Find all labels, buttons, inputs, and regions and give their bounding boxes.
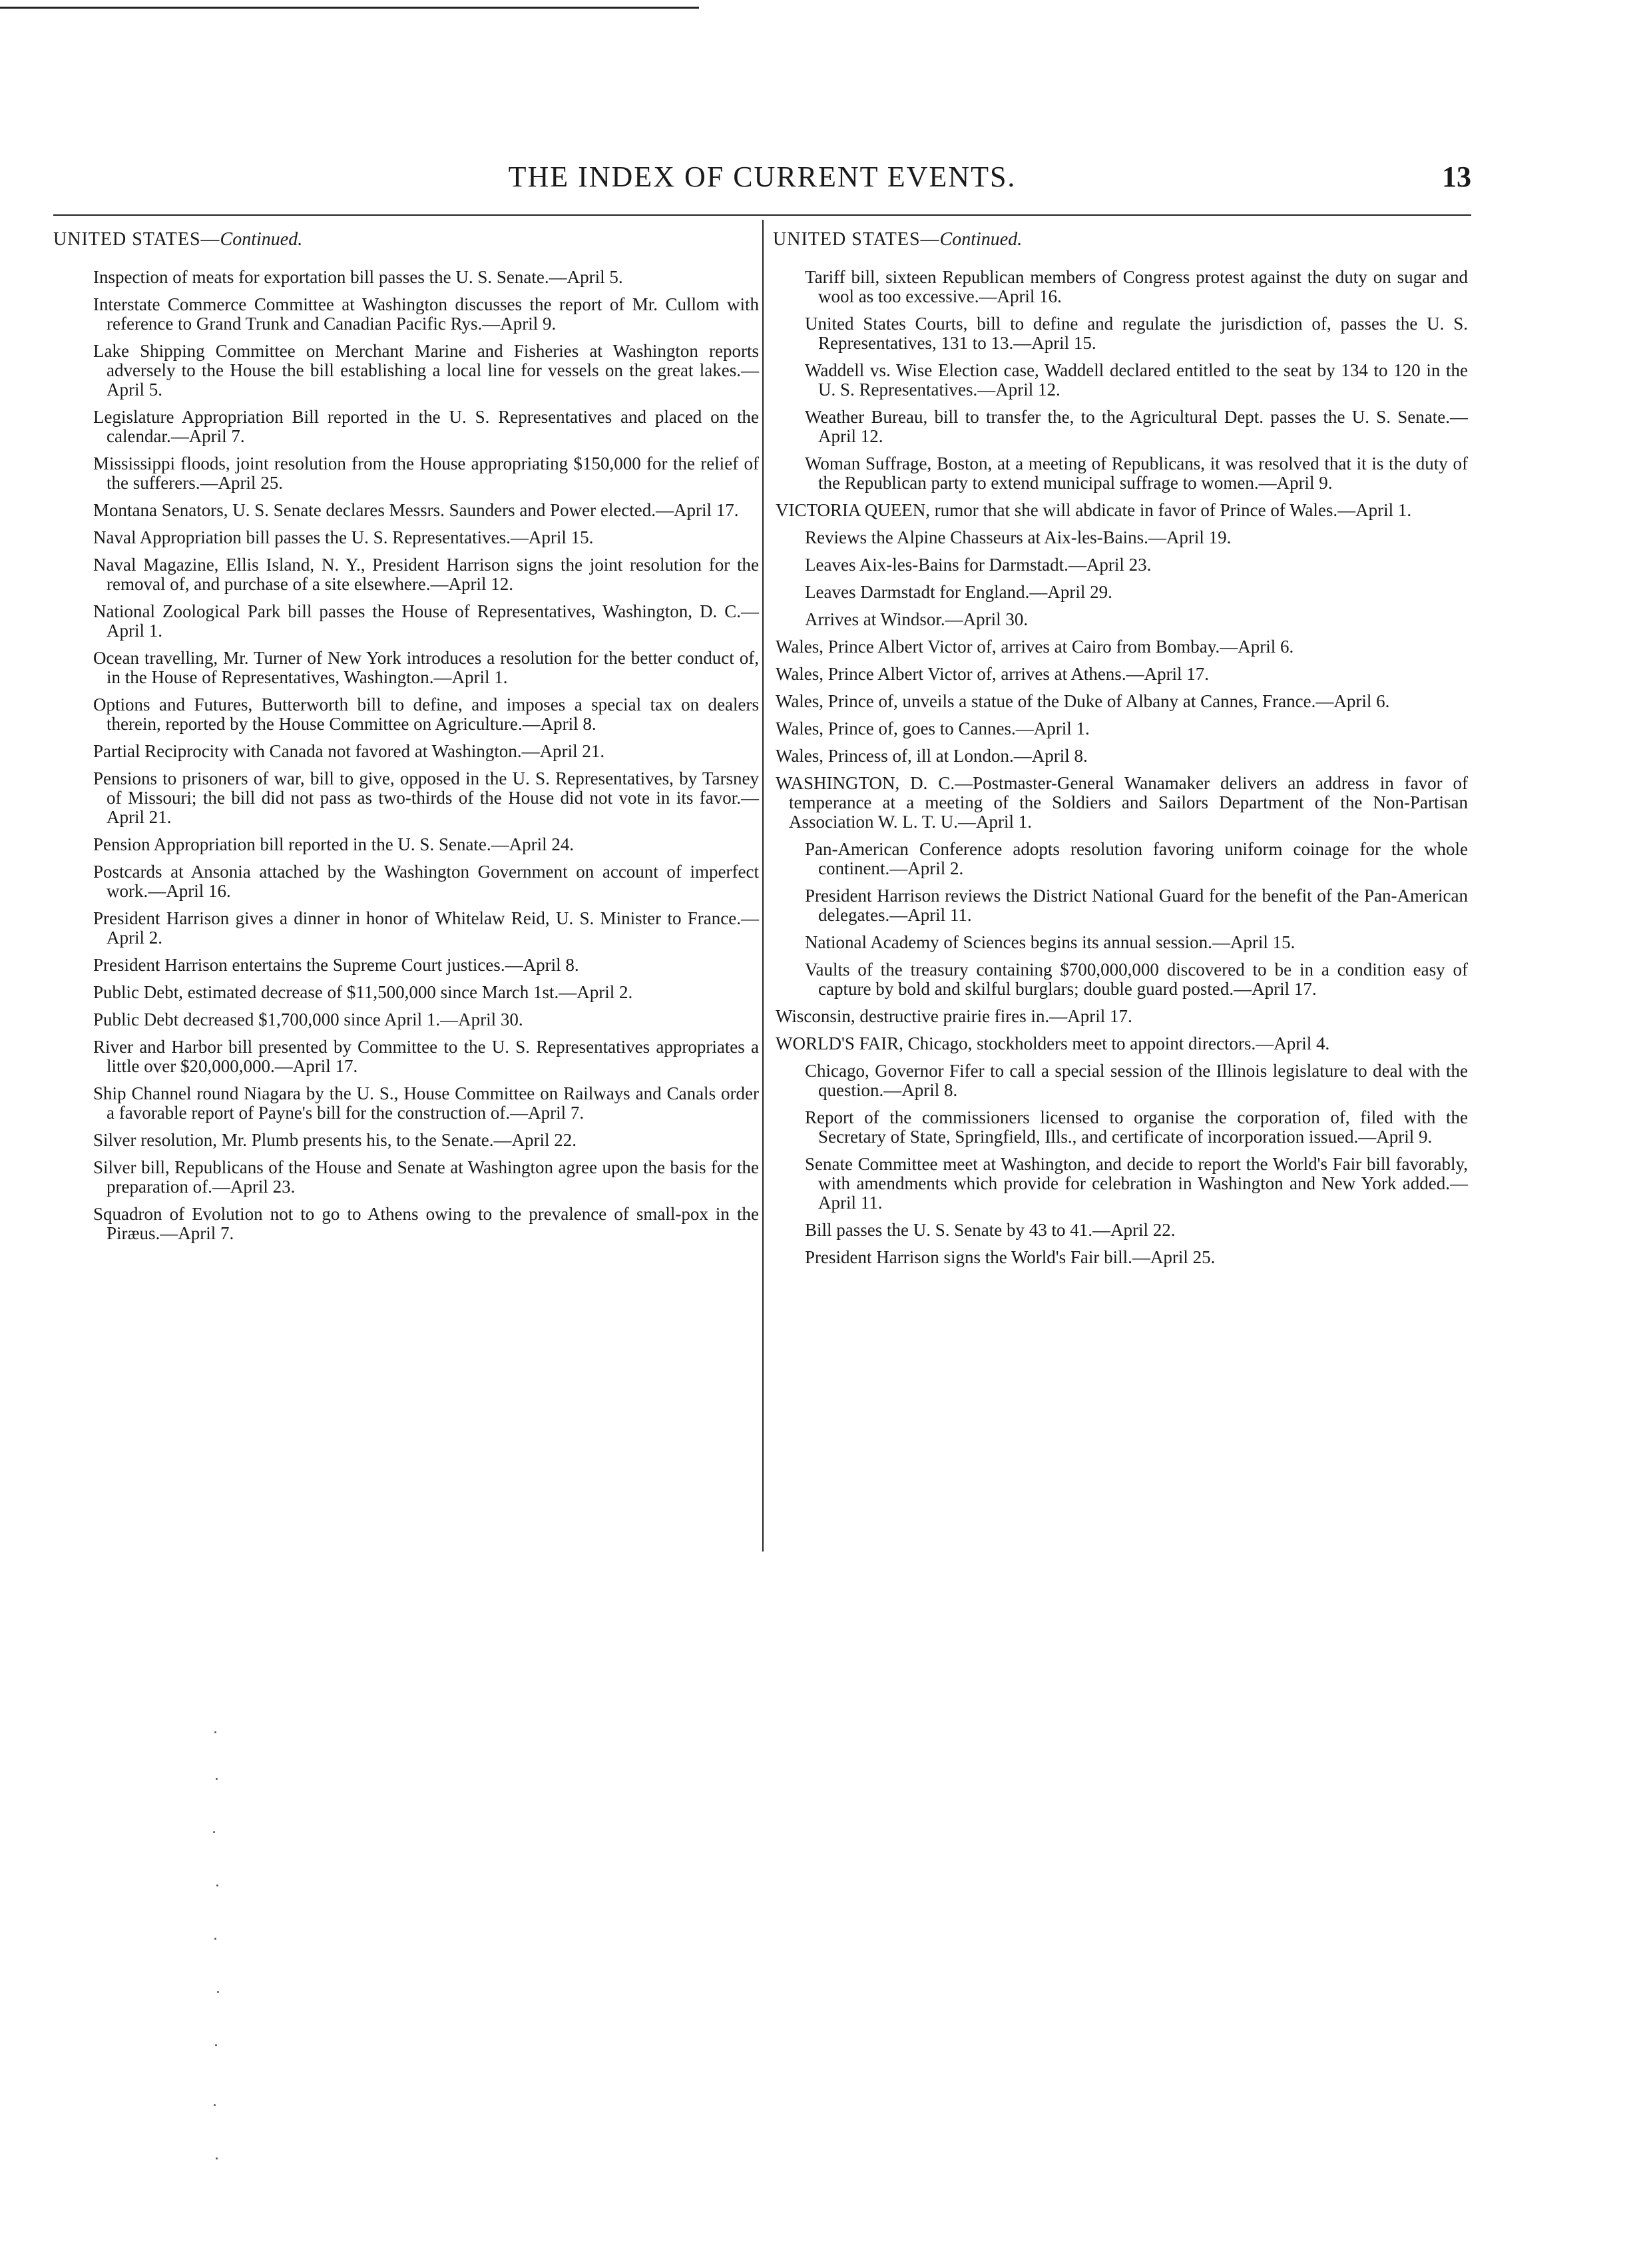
index-subentry: Leaves Aix-les-Bains for Darmstadt.—April 23. (805, 555, 1152, 575)
index-subentry: President Harrison signs the World's Fair bill.—April 25. (805, 1247, 1216, 1267)
right-column (762, 230, 1468, 1275)
speck (216, 1778, 218, 1780)
speck (214, 2104, 216, 2106)
speck (214, 1731, 216, 1733)
index-entry: Silver resolution, Mr. Plumb presents his, to the Senate.—April 22. (93, 1130, 577, 1150)
speck (216, 2157, 218, 2159)
index-entry: Lake Shipping Committee on Merchant Marine and Fisheries at Washington reports adversely to the House the bill establishing a local line for vessels on the great lakes.—April 5. (93, 341, 759, 400)
index-entry: Partial Reciprocity with Canada not favored at Washington.—April 21. (93, 741, 605, 761)
index-entry: Mississippi floods, joint resolution from the House appropriating $150,000 for the relief of the sufferers.—April 25. (93, 453, 759, 493)
speck (214, 1938, 216, 1940)
index-subentry: Arrives at Windsor.—April 30. (805, 609, 1029, 629)
index-subentry: Report of the commissioners licensed to organise the corporation of, filed with the Secretary of State, Springfield, Ills., and certificate of incorporation issued.—April 9. (805, 1107, 1468, 1147)
header-rule (53, 214, 1471, 216)
index-entry-heading: WORLD'S FAIR, Chicago, stockholders meet to appoint directors.—April 4. (776, 1033, 1330, 1053)
index-entry: Naval Appropriation bill passes the U. S. Representatives.—April 15. (93, 527, 594, 547)
index-entry: Silver bill, Republicans of the House and Senate at Washington agree upon the basis for the preparation of.—April 23. (93, 1157, 759, 1197)
right-entries-list (762, 268, 1468, 1267)
index-entry: Pensions to prisoners of war, bill to give, opposed in the U. S. Representatives, by Tarsney of Missouri; the bill did not pass as two-thirds of the House did not vote in its favor.—April 21. (93, 768, 759, 827)
index-subentry: United States Courts, bill to define and regulate the jurisdiction of, passes the U. S. Representatives, 131 to 13.—April 15. (805, 314, 1468, 353)
running-title: THE INDEX OF CURRENT EVENTS. (508, 160, 1017, 193)
index-entry-heading: Wales, Prince Albert Victor of, arrives at Cairo from Bombay.—April 6. (776, 637, 1294, 657)
index-entry-heading: Wales, Prince Albert Victor of, arrives at Athens.—April 17. (776, 664, 1210, 684)
index-subentry: Chicago, Governor Fifer to call a special session of the Illinois legislature to deal with the question.—April 8. (805, 1061, 1468, 1100)
index-subentry: Tariff bill, sixteen Republican members of Congress protest against the duty on sugar and wool as too excessive.—April 16. (805, 267, 1468, 306)
index-subentry: Pan-American Conference adopts resolution favoring uniform coinage for the whole continent.—April 2. (805, 839, 1468, 878)
index-entry-heading: Wales, Prince of, goes to Cannes.—April 1. (776, 718, 1090, 738)
index-entry-heading: Wales, Prince of, unveils a statue of the Duke of Albany at Cannes, France.—April 6. (776, 691, 1390, 711)
index-entry-heading: VICTORIA QUEEN, rumor that she will abdicate in favor of Prince of Wales.—April 1. (776, 500, 1412, 520)
index-subentry: National Academy of Sciences begins its annual session.—April 15. (805, 932, 1295, 952)
index-subentry: Bill passes the U. S. Senate by 43 to 41.—April 22. (805, 1220, 1176, 1240)
speck (217, 1991, 219, 1993)
index-entry: Ship Channel round Niagara by the U. S., House Committee on Railways and Canals order a favorable report of Payne's bill for the construction of.—April 7. (93, 1083, 759, 1123)
speck (216, 1884, 218, 1886)
index-entry: President Harrison entertains the Supreme Court justices.—April 8. (93, 955, 579, 975)
left-entries-list (53, 268, 759, 1243)
index-entry-heading: WASHINGTON, D. C.—Postmaster-General Wanamaker delivers an address in favor of temperance at a meeting of the Soldiers and Sailors Department of the Non-Partisan Association W. L. T. U.—April 1. (776, 773, 1468, 832)
speck (215, 2044, 217, 2046)
speck (213, 1831, 215, 1833)
index-subentry: Woman Suffrage, Boston, at a meeting of Republicans, it was resolved that it is the duty of the Republican party to extend municipal suffrage to women.—April 9. (805, 453, 1468, 493)
index-entry: National Zoological Park bill passes the House of Representatives, Washington, D. C.—April 1. (93, 601, 759, 641)
index-subentry: President Harrison reviews the District National Guard for the benefit of the Pan-American delegates.—April 11. (805, 886, 1468, 925)
section-heading-continued: Continued. (220, 229, 303, 250)
index-entry: Inspection of meats for exportation bill passes the U. S. Senate.—April 5. (93, 267, 623, 287)
section-heading (773, 230, 1468, 249)
index-entry: Public Debt, estimated decrease of $11,500,000 since March 1st.—April 2. (93, 982, 633, 1002)
page-header (53, 160, 1471, 200)
index-entry: Naval Magazine, Ellis Island, N. Y., President Harrison signs the joint resolution for the removal of, and purchase of a site elsewhere.—April 12. (93, 555, 759, 594)
index-subentry: Vaults of the treasury containing $700,000,000 discovered to be in a condition easy of capture by bold and skilful burglars; double guard posted.—April 17. (805, 960, 1468, 999)
index-entry-heading: Wisconsin, destructive prairie fires in.—April 17. (776, 1006, 1132, 1026)
index-subentry: Leaves Darmstadt for England.—April 29. (805, 582, 1112, 602)
index-subentry: Senate Committee meet at Washington, and decide to report the World's Fair bill favorably, with amendments which provide for celebration in Washington and New York added.—April 11. (805, 1154, 1468, 1213)
index-entry: Postcards at Ansonia attached by the Washington Government on account of imperfect work.—April 16. (93, 862, 759, 901)
index-entry: President Harrison gives a dinner in honor of Whitelaw Reid, U. S. Minister to France.—April 2. (93, 908, 759, 948)
index-entry: Montana Senators, U. S. Senate declares Messrs. Saunders and Power elected.—April 17. (93, 500, 739, 520)
index-entry: Legislature Appropriation Bill reported in the U. S. Representatives and placed on the calendar.—April 7. (93, 407, 759, 446)
index-entry: Interstate Commerce Committee at Washington discusses the report of Mr. Cullom with reference to Grand Trunk and Canadian Pacific Rys.—April 9. (93, 294, 759, 334)
index-entry-heading: Wales, Princess of, ill at London.—April 8. (776, 746, 1088, 766)
page-number: 13 (1442, 160, 1471, 193)
index-entry: Options and Futures, Butterworth bill to define, and imposes a special tax on dealers therein, reported by the House Committee on Agriculture.—April 8. (93, 695, 759, 734)
index-subentry: Reviews the Alpine Chasseurs at Aix-les-Bains.—April 19. (805, 527, 1232, 547)
section-heading-continued: Continued. (939, 229, 1023, 250)
left-column (53, 230, 759, 1251)
index-entry: Squadron of Evolution not to go to Athens owing to the prevalence of small-pox in the Piræus.—April 7. (93, 1204, 759, 1243)
top-edge-rule (0, 7, 699, 9)
index-entry: River and Harbor bill presented by Committee to the U. S. Representatives appropriates a little over $20,000,000.—April 17. (93, 1037, 759, 1076)
index-subentry: Weather Bureau, bill to transfer the, to the Agricultural Dept. passes the U. S. Senate.—April 12. (805, 407, 1468, 446)
index-entry: Pension Appropriation bill reported in the U. S. Senate.—April 24. (93, 834, 575, 854)
index-entry: Ocean travelling, Mr. Turner of New York introduces a resolution for the better conduct of, in the House of Representatives, Washington.—April 1. (93, 648, 759, 687)
section-heading-text: UNITED STATES— (53, 229, 220, 250)
paper-specks (213, 1731, 220, 2197)
section-heading-text: UNITED STATES— (773, 229, 940, 250)
index-subentry: Waddell vs. Wise Election case, Waddell declared entitled to the seat by 134 to 120 in the U. S. Representatives.—April 12. (805, 360, 1468, 400)
section-heading (53, 230, 759, 249)
index-entry: Public Debt decreased $1,700,000 since April 1.—April 30. (93, 1009, 523, 1029)
